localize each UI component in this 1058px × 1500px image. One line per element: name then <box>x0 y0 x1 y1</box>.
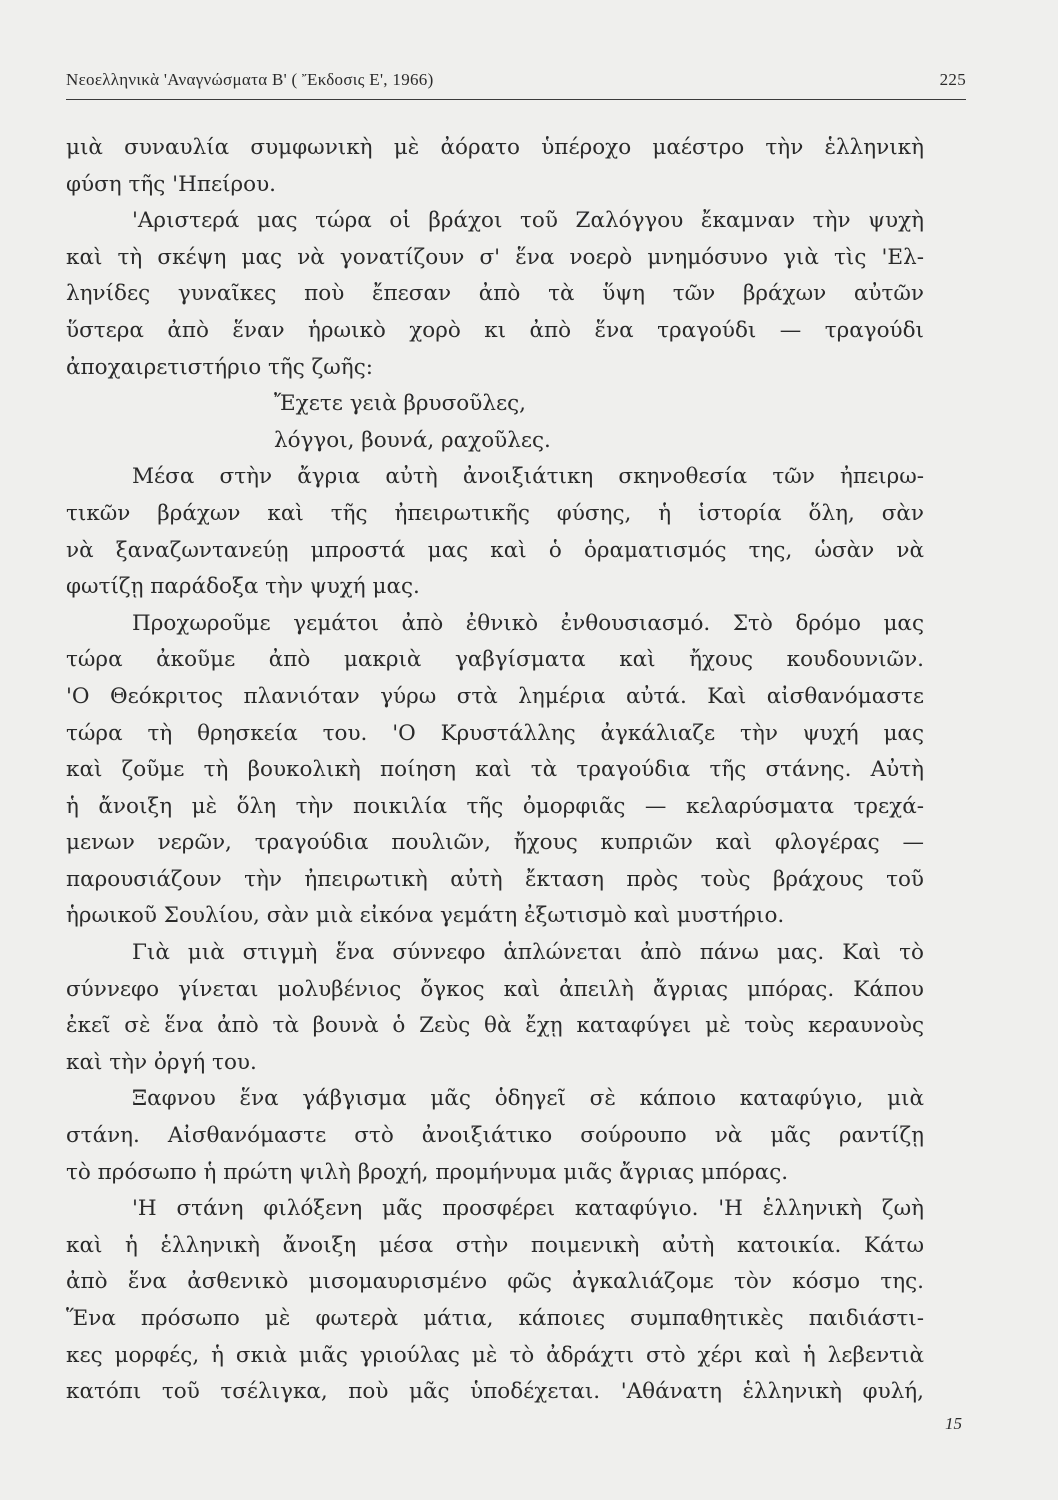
text-line: παρουσιάζουν τὴν ἠπειρωτικὴ αὐτὴ ἔκταση πρὸς τοὺς βράχους τοῦ <box>66 866 924 892</box>
text-line: 'Αριστερά μας τώρα οἱ βράχοι τοῦ Ζαλόγγου ἔκαμναν τὴν ψυχὴ <box>132 208 924 234</box>
body-text <box>66 130 924 1411</box>
page-number: 225 <box>939 70 966 89</box>
text-line: ἐκεῖ σὲ ἕνα ἀπὸ τὰ βουνὰ ὁ Ζεὺς θὰ ἔχῃ καταφύγει μὲ τοὺς κεραυνοὺς <box>66 1013 924 1039</box>
text-line: τικῶν βράχων καὶ τῆς ἠπειρωτικῆς φύσης, ἡ ἱστορία ὅλη, σὰν <box>66 500 924 526</box>
text-line: ἡρωικοῦ Σουλίου, σὰν μιὰ εἰκόνα γεμάτη ἐξωτισμὸ καὶ μυστήριο. <box>66 903 785 929</box>
running-title: Νεοελληνικὰ 'Αναγνώσματα Β' ( Ἔκδοσις Ε', 1966) <box>66 70 434 89</box>
text-line: κατόπι τοῦ τσέλιγκα, ποὺ μᾶς ὑποδέχεται. 'Αθάνατη ἑλληνικὴ φυλή, <box>66 1379 924 1405</box>
text-line: ἡ ἄνοιξη μὲ ὅλη τὴν ποικιλία τῆς ὀμορφιᾶς — κελαρύσματα τρεχά- <box>66 793 924 819</box>
text-line: νὰ ξαναζωντανεύῃ μπροστά μας καὶ ὁ ὁραματισμός της, ὡσὰν νὰ <box>66 537 924 563</box>
running-header <box>66 70 966 96</box>
text-line: Προχωροῦμε γεμάτοι ἀπὸ ἐθνικὸ ἐνθουσιασμό. Στὸ δρόμο μας <box>132 610 924 636</box>
text-line: τὸ πρόσωπο ἡ πρώτη ψιλὴ βροχή, προμήνυμα μιᾶς ἄγριας μπόρας. <box>66 1159 789 1185</box>
text-line: καὶ ἡ ἑλληνικὴ ἄνοιξη μέσα στὴν ποιμενικὴ αὐτὴ κατοικία. Κάτω <box>66 1232 924 1258</box>
text-line: ὕστερα ἀπὸ ἕναν ἡρωικὸ χορὸ κι ἀπὸ ἕνα τραγούδι — τραγούδι <box>66 317 924 343</box>
text-line: κες μορφές, ἡ σκιὰ μιᾶς γριούλας μὲ τὸ ἀδράχτι στὸ χέρι καὶ ἡ λεβεντιὰ <box>66 1342 924 1368</box>
text-line: τώρα τὴ θρησκεία του. 'Ο Κρυστάλλης ἀγκάλιαζε τὴν ψυχή μας <box>66 720 924 746</box>
verse-line: Ἔχετε γειὰ βρυσοῦλες, <box>274 391 526 417</box>
text-line: ἀποχαιρετιστήριο τῆς ζωῆς: <box>66 354 373 380</box>
text-line: ἀπὸ ἕνα ἀσθενικὸ μισομαυρισμένο φῶς ἀγκαλιάζομε τὸν κόσμο της. <box>66 1269 924 1295</box>
text-line: σύννεφο γίνεται μολυβένιος ὄγκος καὶ ἀπειλὴ ἄγριας μπόρας. Κάπου <box>66 976 924 1002</box>
text-line: Ξαφνου ἕνα γάβγισμα μᾶς ὁδηγεῖ σὲ κάποιο καταφύγιο, μιὰ <box>132 1086 924 1112</box>
text-line: καὶ ζοῦμε τὴ βουκολικὴ ποίηση καὶ τὰ τραγούδια τῆς στάνης. Αὐτὴ <box>66 757 924 783</box>
text-line: Ἕνα πρόσωπο μὲ φωτερὰ μάτια, κάποιες συμπαθητικὲς παιδιάστι- <box>66 1306 924 1331</box>
text-line: μιὰ συναυλία συμφωνικὴ μὲ ἀόρατο ὑπέροχο μαέστρο τὴν ἑλληνικὴ <box>66 135 924 160</box>
verse-line: λόγγοι, βουνά, ραχοῦλες. <box>274 427 551 453</box>
text-line: Μέσα στὴν ἄγρια αὐτὴ ἀνοιξιάτικη σκηνοθεσία τῶν ἠπειρω- <box>132 464 924 490</box>
text-line: καὶ τὴ σκέψη μας νὰ γονατίζουν σ' ἕνα νοερὸ μνημόσυνο γιὰ τὶς 'Ελ- <box>66 244 924 270</box>
text-line: 'Ο Θεόκριτος πλανιόταν γύρω στὰ λημέρια αὐτά. Καὶ αἰσθανόμαστε <box>66 683 924 709</box>
text-line: φύση τῆς 'Ηπείρου. <box>66 171 277 197</box>
header-rule <box>66 99 966 100</box>
text-line: μενων νερῶν, τραγούδια πουλιῶν, ἤχους κυπριῶν καὶ φλογέρας — <box>66 830 924 856</box>
text-line: Γιὰ μιὰ στιγμὴ ἕνα σύννεφο ἁπλώνεται ἀπὸ πάνω μας. Καὶ τὸ <box>132 940 924 966</box>
text-line: ληνίδες γυναῖκες ποὺ ἔπεσαν ἀπὸ τὰ ὕψη τῶν βράχων αὐτῶν <box>66 281 924 307</box>
text-line: τώρα ἀκοῦμε ἀπὸ μακριὰ γαβγίσματα καὶ ἤχους κουδουνιῶν. <box>66 647 924 673</box>
text-line: φωτίζῃ παράδοξα τὴν ψυχή μας. <box>66 574 420 600</box>
text-line: καὶ τὴν ὀργή του. <box>66 1049 257 1075</box>
text-line: στάνη. Αἰσθανόμαστε στὸ ἀνοιξιάτικο σούρουπο νὰ μᾶς ραντίζῃ <box>66 1123 924 1149</box>
text-line: 'Η στάνη φιλόξενη μᾶς προσφέρει καταφύγιο. 'Η ἑλληνικὴ ζωὴ <box>132 1196 924 1222</box>
signature-mark: 15 <box>945 1414 962 1433</box>
